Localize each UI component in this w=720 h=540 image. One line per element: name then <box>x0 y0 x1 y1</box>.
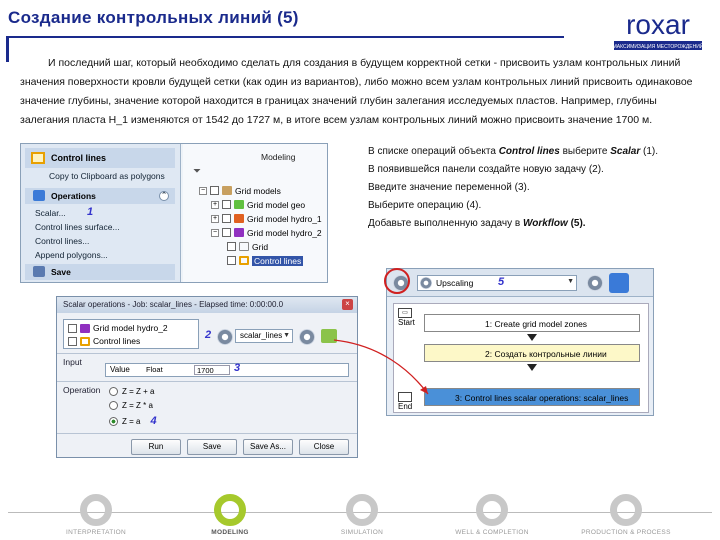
option-label: Z = Z + a <box>122 387 155 396</box>
footer-label: PRODUCTION & PROCESS <box>581 529 671 536</box>
collapse-icon[interactable]: − <box>200 186 206 194</box>
workflow-step-1[interactable]: 1: Create grid model zones <box>424 314 640 332</box>
checkbox[interactable] <box>68 337 77 346</box>
grid-model-icon <box>234 200 244 209</box>
control-lines-header <box>25 148 175 168</box>
run-workflow-icon[interactable] <box>587 275 603 291</box>
chevron-down-icon: ▼ <box>283 332 290 339</box>
footer-well-completion <box>432 494 552 536</box>
workflow-select-value: Upscaling <box>436 278 474 288</box>
edit-job-icon[interactable] <box>321 329 337 343</box>
radio-button-selected[interactable] <box>109 417 118 426</box>
checkbox[interactable] <box>68 324 77 333</box>
workflow-panel <box>386 268 654 416</box>
footer-label: SIMULATION <box>340 529 384 536</box>
op-scalar[interactable]: Scalar... <box>35 208 66 218</box>
save-section[interactable] <box>25 264 175 280</box>
value-label: Value <box>110 365 130 374</box>
title-left-bar <box>6 36 9 62</box>
step-marker-3: 3 <box>234 362 241 374</box>
step-marker-5: 5 <box>498 276 505 288</box>
start-icon: ▭ <box>398 308 412 318</box>
footer-label: INTERPRETATION <box>66 529 126 536</box>
roxar-logo <box>606 8 710 54</box>
cube-icon[interactable] <box>609 273 629 293</box>
footer-label: WELL & COMPLETION <box>455 529 529 536</box>
option-label: Z = a <box>122 416 141 426</box>
option-label: Z = Z * a <box>122 401 153 410</box>
workflow-select[interactable] <box>417 275 577 291</box>
tree-grid-model-hydro-2[interactable] <box>211 226 322 239</box>
expand-icon[interactable]: + <box>212 200 218 208</box>
checkbox[interactable] <box>222 214 231 223</box>
workflow-toolbar <box>387 269 653 297</box>
value-input[interactable]: 1700 <box>194 365 230 375</box>
op-control-lines-surface[interactable]: Control lines surface... <box>35 222 120 232</box>
chevron-up-icon[interactable]: ⌃ <box>159 191 169 201</box>
operation-section-label: Operation <box>63 385 101 395</box>
control-lines-icon <box>80 337 90 346</box>
cycle-icon <box>346 494 378 526</box>
checkbox[interactable] <box>210 186 219 195</box>
start-label: Start <box>398 318 415 327</box>
filter-icon[interactable]: ⏷ <box>193 166 201 177</box>
flow-arrow <box>527 334 537 341</box>
step-marker-1: 1 <box>87 206 94 218</box>
option-set[interactable] <box>109 415 157 427</box>
gear-icon <box>420 277 432 289</box>
operations-section[interactable] <box>25 188 175 204</box>
tree-label: Grid models <box>235 185 281 196</box>
operations-label: Operations <box>51 191 96 201</box>
end-icon <box>398 392 412 402</box>
save-as-button[interactable]: Save As... <box>243 439 293 455</box>
job-select[interactable] <box>235 329 293 343</box>
step-marker-4: 4 <box>150 415 157 427</box>
header-label: Control lines <box>51 153 107 163</box>
instruction-3: Введите значение переменной (3). <box>368 182 530 193</box>
tree-label: Control lines <box>254 255 302 266</box>
grid-model-icon <box>234 228 244 237</box>
flow-arrow <box>527 364 537 371</box>
step-marker-2: 2 <box>205 329 212 341</box>
tree-grid-model-hydro-1[interactable] <box>211 212 322 225</box>
save-icon <box>33 266 45 277</box>
checkbox[interactable] <box>227 242 236 251</box>
workflow-canvas <box>393 303 649 413</box>
value-field <box>105 363 349 377</box>
object-list <box>63 319 199 349</box>
model-tree <box>183 144 327 282</box>
divider <box>57 433 357 434</box>
control-lines-icon <box>239 256 249 265</box>
option-add[interactable] <box>109 387 154 396</box>
cycle-icon <box>214 494 246 526</box>
instruction-4: Выберите операцию (4). <box>368 200 482 211</box>
checkbox[interactable] <box>227 256 236 265</box>
tree-grid-model-geo[interactable] <box>211 198 305 211</box>
copy-clipboard-link[interactable]: Copy to Clipboard as polygons <box>49 171 165 181</box>
cycle-icon <box>80 494 112 526</box>
dialog-title: Scalar operations - Job: scalar_lines - Elapsed time: 0:00:00.0 <box>57 297 357 313</box>
radio-button[interactable] <box>109 401 118 410</box>
cycle-icon <box>476 494 508 526</box>
tree-grid-models[interactable] <box>199 184 281 197</box>
tree-control-lines[interactable] <box>227 254 303 267</box>
slide-title: Создание контрольных линий (5) <box>8 8 299 27</box>
highlight-circle <box>384 268 410 294</box>
divider <box>57 353 357 354</box>
divider <box>57 381 357 382</box>
operations-sidebar <box>21 144 181 282</box>
gear-icon[interactable] <box>299 329 315 345</box>
tree-label: Grid model geo <box>247 199 306 210</box>
instruction-5: Добавьте выполненную задачу в Workflow (5). <box>368 218 586 229</box>
save-label: Save <box>51 267 71 277</box>
tree-label: Grid model hydro_2 <box>247 227 322 238</box>
control-lines-icon <box>31 152 45 164</box>
close-icon[interactable]: × <box>342 299 353 310</box>
title-underline <box>6 36 564 38</box>
intro-paragraph: И последний шаг, который необходимо сделать для создания в будущем корректной сетки - присвоить узлам контрольных линий значения поверхности кровли будущей сетки (как один из вариантов), либо можно всем узлам контрольных линий присвоить одинаковое значение глубины, значение которой находится в границах значений глубин залегания исследуемых пластов. Например, глубины залегания пласта H_1 изменяются от 1542 до 1727 м, в итоге всем узлам контрольных линий можно присвоить значение 1700 м. <box>20 57 693 126</box>
float-label: Float <box>146 365 163 374</box>
footer-simulation <box>302 494 422 536</box>
instruction-1: В списке операций объекта Control lines выберите Scalar (1). <box>368 146 659 157</box>
new-job-icon[interactable] <box>217 329 233 345</box>
instructions <box>368 144 712 234</box>
svg-text:МАКСИМИЗАЦИЯ МЕСТОРОЖДЕНИЙ: МАКСИМИЗАЦИЯ МЕСТОРОЖДЕНИЙ <box>612 44 704 50</box>
chevron-down-icon: ▼ <box>567 278 574 285</box>
control-lines-panel <box>20 143 328 283</box>
list-item[interactable] <box>68 323 168 333</box>
tab-modeling[interactable]: Modeling <box>261 152 296 162</box>
save-button[interactable]: Save <box>187 439 237 455</box>
folder-icon <box>222 186 232 195</box>
workflow-step-3[interactable]: 3: Control lines scalar operations: scalar_lines <box>424 388 640 406</box>
footer-production-process <box>566 494 686 536</box>
footer-label: MODELING <box>211 529 249 536</box>
instruction-2: В появившейся панели создайте новую задачу (2). <box>368 164 604 175</box>
end-label: End <box>398 402 413 411</box>
checkbox[interactable] <box>222 200 231 209</box>
grid-icon <box>239 242 249 251</box>
workflow-step-2[interactable]: 2: Создать контрольные линии <box>424 344 640 362</box>
footer-modeling <box>170 494 290 536</box>
list-item[interactable] <box>68 336 140 346</box>
collapse-icon[interactable]: − <box>212 228 218 236</box>
operations-icon <box>33 190 45 201</box>
cycle-icon <box>610 494 642 526</box>
footer-interpretation <box>36 494 156 536</box>
tree-grid[interactable] <box>227 240 268 253</box>
close-button[interactable]: Close <box>299 439 349 455</box>
radio-button[interactable] <box>109 387 118 396</box>
job-value: scalar_lines <box>240 331 283 340</box>
tree-label: Grid model hydro_1 <box>247 213 322 224</box>
op-append-polygons[interactable]: Append polygons... <box>35 250 108 260</box>
run-button[interactable]: Run <box>131 439 181 455</box>
op-control-lines[interactable]: Control lines... <box>35 236 90 246</box>
expand-icon[interactable]: + <box>212 214 218 222</box>
option-multiply[interactable] <box>109 401 153 410</box>
list-label: Control lines <box>93 336 141 346</box>
grid-model-icon <box>234 214 244 223</box>
list-label: Grid model hydro_2 <box>93 323 168 333</box>
checkbox[interactable] <box>222 228 231 237</box>
grid-model-icon <box>80 324 90 333</box>
tree-label: Grid <box>252 241 269 252</box>
scalar-operations-dialog <box>56 296 358 458</box>
svg-text:roxar: roxar <box>626 9 690 40</box>
input-section-label: Input <box>63 357 82 367</box>
